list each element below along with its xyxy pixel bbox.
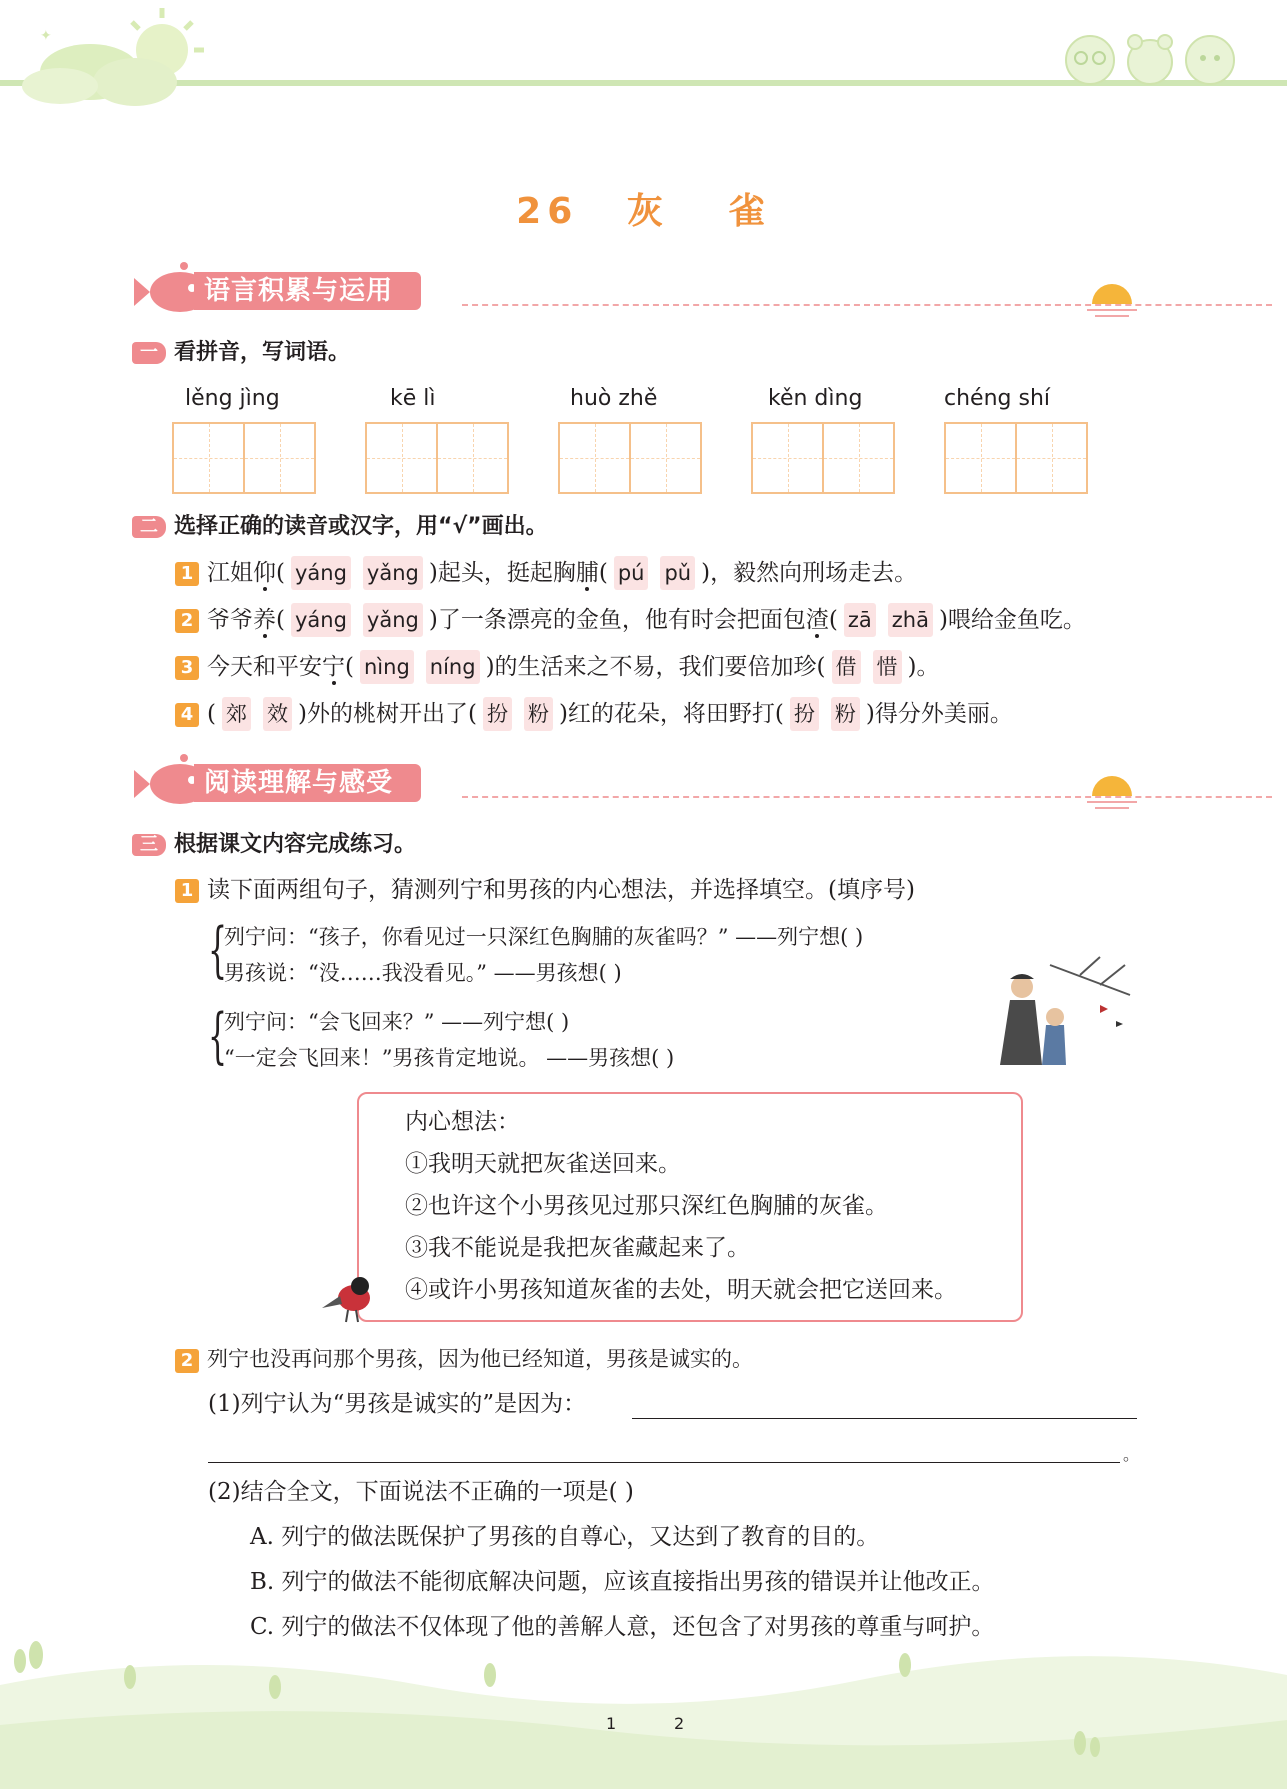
brace-2: {	[208, 1001, 228, 1071]
q1-number: 一	[132, 342, 166, 364]
q2-item-3: 3 今天和平安宁( nìng níng )的生活来之不易，我们要倍加珍( 借 惜 )。	[175, 650, 940, 684]
answer-line-end: 。	[1123, 1445, 1140, 1464]
writing-grid-2[interactable]	[365, 422, 509, 494]
q3-header	[132, 830, 416, 860]
lesson-title	[0, 183, 1287, 234]
option[interactable]: zā	[844, 603, 876, 637]
pinyin-3: huò zhě	[570, 386, 658, 411]
section-banner-2	[132, 762, 1142, 806]
q2-prompt: 选择正确的读音或汉字，用“√”画出。	[174, 514, 548, 539]
animal-faces-decoration-icon	[1055, 20, 1255, 90]
option[interactable]: pú	[614, 556, 649, 590]
option[interactable]: 粉	[831, 697, 860, 731]
option[interactable]: 扮	[790, 697, 819, 731]
option[interactable]: 郊	[222, 697, 251, 731]
thought-3: ③我不能说是我把灰雀藏起来了。	[405, 1235, 750, 1261]
sunset-icon	[1087, 274, 1137, 324]
sub2-part2: (2)结合全文，下面说法不正确的一项是( )	[208, 1479, 634, 1505]
lesson-title-char-2: 雀	[728, 191, 771, 232]
brace-1: {	[208, 915, 228, 985]
section-divider-1	[462, 304, 1272, 306]
page-number-left: 1	[606, 1714, 617, 1733]
choice-b[interactable]: B. 列宁的做法不能彻底解决问题，应该直接指出男孩的错误并让他改正。	[250, 1569, 995, 1595]
q3-prompt: 根据课文内容完成练习。	[174, 832, 417, 857]
option[interactable]: pǔ	[660, 556, 695, 590]
option[interactable]: zhā	[888, 603, 933, 637]
writing-grid-1[interactable]	[172, 422, 316, 494]
sunset-icon	[1087, 766, 1137, 816]
thought-4: ④或许小男孩知道灰雀的去处，明天就会把它送回来。	[405, 1277, 957, 1303]
option[interactable]: yáng	[291, 556, 351, 590]
group2-line-2: “一定会飞回来！”男孩肯定地说。 ——男孩想( )	[224, 1046, 675, 1070]
option[interactable]: yǎng	[363, 603, 423, 637]
section-label-2: 阅读理解与感受	[194, 764, 421, 802]
thought-1: ①我明天就把灰雀送回来。	[405, 1151, 681, 1177]
option[interactable]: nìng	[360, 650, 414, 684]
option[interactable]: 粉	[524, 697, 553, 731]
choice-c[interactable]: C. 列宁的做法不仅体现了他的善解人意，还包含了对男孩的尊重与呵护。	[250, 1614, 995, 1640]
writing-grid-3[interactable]	[558, 422, 702, 494]
q2-item-1: 1 江姐仰( yáng yǎng )起头，挺起胸脯( pú pǔ )，毅然向刑场走去。	[175, 556, 917, 590]
page-number-right: 2	[674, 1714, 685, 1733]
cloud-sun-decoration-icon	[0, 0, 260, 120]
thought-2: ②也许这个小男孩见过那只深红色胸脯的灰雀。	[405, 1193, 888, 1219]
option[interactable]: níng	[426, 650, 480, 684]
group1-line-1: 列宁问：“孩子，你看见过一只深红色胸脯的灰雀吗？” ——列宁想( )	[224, 925, 864, 949]
q3-sub1: 1 读下面两组句子，猜测列宁和男孩的内心想法，并选择填空。(填序号)	[175, 873, 915, 907]
sub2-part1: (1)列宁认为“男孩是诚实的”是因为：	[208, 1391, 587, 1417]
group2-line-1: 列宁问：“会飞回来？” ——列宁想( )	[224, 1010, 570, 1034]
lenin-boy-illustration-icon	[980, 955, 1140, 1075]
q2-number: 二	[132, 516, 166, 538]
thoughts-title: 内心想法：	[405, 1109, 520, 1135]
q3-number: 三	[132, 834, 166, 856]
section-divider-2	[462, 796, 1272, 798]
q1-header	[132, 338, 350, 368]
hills-footer-decoration-icon	[0, 1625, 1287, 1789]
svg-text:✦: ✦	[40, 28, 52, 44]
option[interactable]: yǎng	[363, 556, 423, 590]
q2-item-4: 4 ( 郊 效 )外的桃树开出了( 扮 粉 )红的花朵，将田野打( 扮 粉 )得分外美丽。	[175, 697, 1013, 731]
option[interactable]: 效	[263, 697, 292, 731]
q1-prompt: 看拼音，写词语。	[174, 340, 351, 365]
option[interactable]: 扮	[483, 697, 512, 731]
pinyin-1: lěng jìng	[185, 386, 280, 411]
pinyin-2: kē lì	[390, 386, 436, 411]
option[interactable]: 惜	[873, 650, 902, 684]
lesson-title-char-1: 灰	[626, 191, 669, 232]
option[interactable]: 借	[832, 650, 861, 684]
lesson-number: 26	[516, 191, 579, 232]
pinyin-4: kěn dìng	[768, 386, 863, 411]
option[interactable]: yáng	[291, 603, 351, 637]
section-banner-1	[132, 270, 1142, 314]
inner-thoughts-box	[357, 1092, 1023, 1322]
q3-sub2: 2 列宁也没再问那个男孩，因为他已经知道，男孩是诚实的。	[175, 1342, 753, 1376]
writing-grid-4[interactable]	[751, 422, 895, 494]
q2-header	[132, 512, 548, 542]
bullfinch-bird-icon	[320, 1268, 380, 1328]
q2-item-2: 2 爷爷养( yáng yǎng )了一条漂亮的金鱼，他有时会把面包渣( zā zhā )喂给金鱼吃。	[175, 603, 1086, 637]
section-label-1: 语言积累与运用	[194, 272, 421, 310]
choice-a[interactable]: A. 列宁的做法既保护了男孩的自尊心，又达到了教育的目的。	[250, 1524, 880, 1550]
group1-line-2: 男孩说：“没……我没看见。” ——男孩想( )	[224, 961, 622, 985]
writing-grid-5[interactable]	[944, 422, 1088, 494]
answer-line-1[interactable]	[632, 1418, 1137, 1419]
pinyin-5: chéng shí	[944, 386, 1050, 411]
answer-line-2[interactable]	[208, 1462, 1120, 1463]
